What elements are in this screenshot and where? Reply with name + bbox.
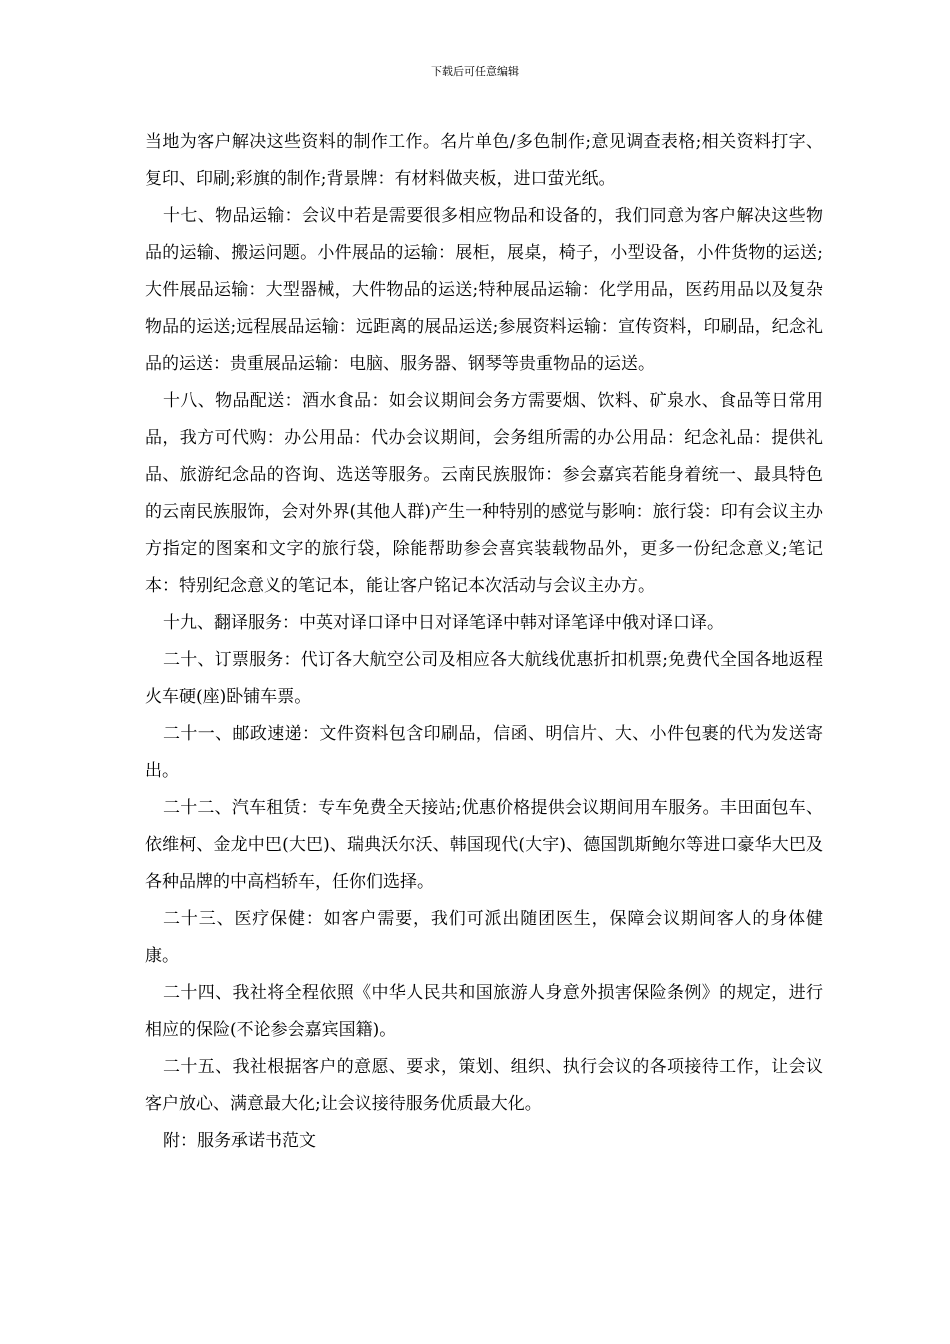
paragraph-item-19: 十九、翻译服务：中英对译口译中日对译笔译中韩对译笔译中俄对译口译。 — [163, 613, 724, 633]
paragraph-item-23: 二十三、医疗保健：如客户需要，我们可派出随团医生，保障会议期间客人的身体健康。 — [145, 909, 823, 966]
paragraph-appendix: 附：服务承诺书范文 — [163, 1131, 316, 1151]
paragraph-item-22: 二十二、汽车租赁：专车免费全天接站;优惠价格提供会议期间用车服务。丰田面包车、依维柯、金龙中巴(大巴)、瑞典沃尔沃、韩国现代(大宇)、德国凯斯鲍尔等进口豪华大巴及各种品牌的中高档轿车，任你们选择。 — [145, 798, 823, 892]
page-header: 下载后可任意编辑 — [431, 65, 519, 78]
paragraph-item-17: 十七、物品运输：会议中若是需要很多相应物品和设备的，我们同意为客户解决这些物品的运输、搬运问题。小件展品的运输：展柜，展桌，椅子，小型设备，小件货物的运送;大件展品运输：大型器械，大件物品的运送;特种展品运输：化学用品，医药用品以及复杂物品的运送;远程展品运输：远距离的展品运送;参展资料运输：宣传资料，印刷品，纪念礼品的运送：贵重展品运输：电脑、服务器、钢琴等贵重物品的运送。 — [145, 206, 823, 374]
paragraph-item-21: 二十一、邮政速递：文件资料包含印刷品，信函、明信片、大、小件包裹的代为发送寄出。 — [145, 724, 823, 781]
paragraph-item-24: 二十四、我社将全程依照《中华人民共和国旅游人身意外损害保险条例》的规定，进行相应的保险(不论参会嘉宾国籍)。 — [145, 983, 823, 1040]
paragraph-continuation: 当地为客户解决这些资料的制作工作。名片单色/多色制作;意见调查表格;相关资料打字、复印、印刷;彩旗的制作;背景牌：有材料做夹板，进口萤光纸。 — [145, 132, 823, 189]
paragraph-item-18: 十八、物品配送：酒水食品：如会议期间会务方需要烟、饮料、矿泉水、食品等日常用品，我方可代购：办公用品：代办会议期间，会务组所需的办公用品：纪念礼品：提供礼品、旅游纪念品的咨询、选送等服务。云南民族服饰：参会嘉宾若能身着统一、最具特色的云南民族服饰，会对外界(其他人群)产生一种特别的感觉与影响：旅行袋：印有会议主办方指定的图案和文字的旅行袋，除能帮助参会喜宾装载物品外，更多一份纪念意义;笔记本：特别纪念意义的笔记本，能让客户铭记本次活动与会议主办方。 — [145, 391, 823, 596]
document-body — [145, 124, 823, 1160]
paragraph-item-20: 二十、订票服务：代订各大航空公司及相应各大航线优惠折扣机票;免费代全国各地返程火车硬(座)卧铺车票。 — [145, 650, 823, 707]
paragraph-item-25: 二十五、我社根据客户的意愿、要求，策划、组织、执行会议的各项接待工作，让会议客户放心、满意最大化;让会议接待服务优质最大化。 — [145, 1057, 823, 1114]
